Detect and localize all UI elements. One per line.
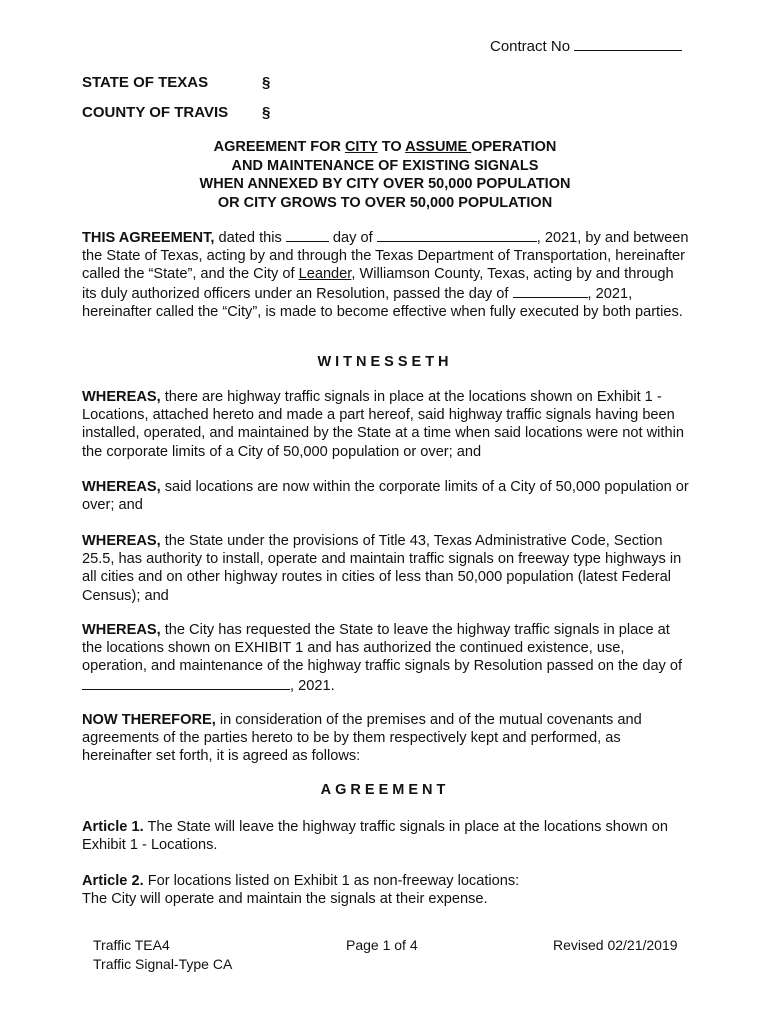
intro-lead: THIS AGREEMENT, — [82, 230, 215, 246]
resolution-day-blank — [513, 284, 588, 298]
article-2: Article 2. For locations listed on Exhibit 1 as non-freeway locations: The City will operate and maintain the signals at their expense. — [82, 873, 520, 908]
day-blank — [286, 228, 329, 242]
section-symbol: § — [262, 74, 271, 91]
title-line-2: AND MAINTENANCE OF EXISTING SIGNALS — [231, 157, 539, 174]
month-blank — [377, 228, 537, 242]
section-symbol: § — [262, 104, 271, 121]
whereas-paragraph-1: WHEREAS, there are highway traffic signals in place at the locations shown on Exhibit 1 - Locations, attached hereto and made a part hereof, said highway traffic signals having been installed, operated, and maintained by the State at a time when said locations were not within the corporate limits of a City of 50,000 population or over; and — [82, 389, 684, 460]
state-label: STATE OF TEXAS — [82, 74, 209, 91]
article-1: Article 1. The State will leave the highway traffic signals in place at the locations shown on Exhibit 1 - Locations. — [82, 819, 668, 854]
state-line — [82, 74, 271, 91]
county-label: COUNTY OF TRAVIS — [82, 104, 229, 121]
revision-date: Revised 02/21/2019 — [553, 937, 678, 953]
now-therefore-paragraph: NOW THEREFORE, in consideration of the premises and of the mutual covenants and agreements of the parties hereto to be by them respectively kept and performed, as hereinafter set forth, it is agreed as follows: — [82, 712, 642, 765]
title-line-4: OR CITY GROWS TO OVER 50,000 POPULATION — [217, 194, 553, 211]
footer-form-id: Traffic TEA4 — [93, 937, 170, 953]
whereas-paragraph-4: WHEREAS, the City has requested the State to leave the highway traffic signals in place at the locations shown on EXHIBIT 1 and has authorized the continued existence, use, operation, and maintenance of the highway traffic signals by Resolution passed on the day of , 2021. — [82, 622, 683, 694]
whereas-paragraph-2: WHEREAS, said locations are now within the corporate limits of a City of 50,000 population or over; and — [82, 479, 689, 514]
title-line-3: WHEN ANNEXED BY CITY OVER 50,000 POPULATION — [199, 176, 571, 193]
agreement-title — [0, 138, 770, 212]
contract-number-label: Contract No — [490, 38, 571, 55]
contract-number — [490, 37, 682, 55]
resolution-date-blank — [82, 676, 290, 690]
agreement-heading: AGREEMENT — [320, 782, 450, 798]
witnesseth-heading: WITNESSETH — [317, 354, 453, 370]
footer-form-type: Traffic Signal-Type CA — [93, 956, 233, 972]
footer-left — [93, 936, 232, 974]
city-name: Leander — [298, 266, 352, 283]
contract-number-blank — [574, 37, 682, 51]
page-number: Page 1 of 4 — [346, 937, 418, 953]
intro-paragraph: THIS AGREEMENT, dated this day of , 2021, by and between the State of Texas, acting by and through the Texas Department of Transportation, hereinafter called the “State”, and the City of Leander, Williamson County, Texas, acting by and through its duly authorized officers under an Resolution, passed the day of , 2021, hereinafter called the “City”, is made to become effective when fully executed by both parties. — [82, 230, 689, 320]
title-city: CITY — [344, 139, 378, 155]
title-assume: ASSUME — [405, 139, 472, 155]
whereas-paragraph-3: WHEREAS, the State under the provisions of Title 43, Texas Administrative Code, Section 25.5, has authority to install, operate and maintain traffic signals on freeway type highways in all cities and on other highway routes in cities of less than 50,000 population (latest Federal Census); and — [82, 533, 682, 604]
title-line-1: AGREEMENT FOR CITY TO ASSUME OPERATION — [213, 139, 557, 155]
county-line — [82, 104, 271, 121]
